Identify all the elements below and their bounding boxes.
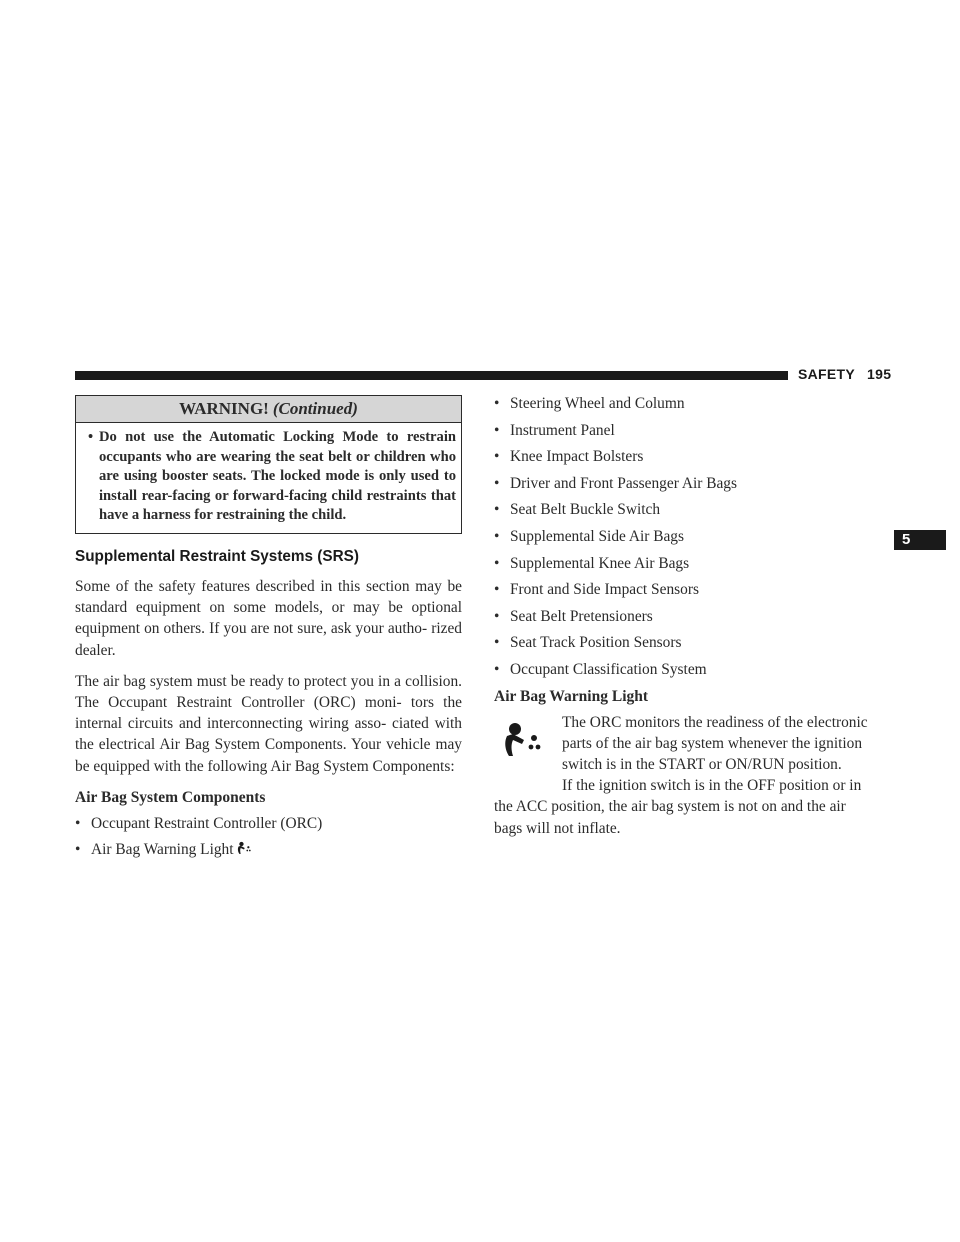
warning-bullet-text: Do not use the Automatic Locking Mode to restrain occupants who are wearing the seat belt or children who are using booster seats. The locked mode is only used to install rear-facing or forward-facing child restraints that have a harness for restraining the child.	[99, 429, 456, 524]
warning-light-paragraph	[494, 712, 882, 839]
chapter-tab: 5	[894, 530, 946, 550]
components-list-right	[494, 393, 882, 686]
warning-box	[75, 395, 462, 534]
list-item: • Seat Track Position Sensors	[494, 634, 682, 652]
srs-paragraph-1: Some of the safety features described in this section may be standard equipment on some models, or may be optional equipment on others. If you are not sure, ask your autho- rized dealer.	[75, 577, 462, 659]
srs-paragraph-2: The air bag system must be ready to protect you in a collision. The Occupant Restraint Controller (ORC) moni- tors the internal circuits and interconnecting wiring asso- ciated with the electrical Air Bag System Components. Your vehicle may be equipped with the following Air Bag System Components:	[75, 672, 462, 775]
page-number: 195	[867, 366, 892, 382]
list-item: • Supplemental Side Air Bags	[494, 527, 684, 545]
warning-title: WARNING!	[179, 399, 269, 418]
list-item: • Air Bag Warning Light	[75, 839, 462, 866]
warning-light-text: The ORC monitors the readiness of the electronic parts of the air bag system whenever the ignition switch is in the START or ON/RUN position. If the ignition switch is in the OFF position or in the ACC position, the air bag system is not on and the air bags will not inflate.	[494, 713, 868, 837]
header-rule	[75, 371, 788, 380]
bullet-dot: •	[88, 429, 94, 445]
list-item: • Driver and Front Passenger Air Bags	[494, 474, 737, 492]
list-item: • Occupant Classification System	[494, 660, 707, 678]
list-item: • Instrument Panel	[494, 421, 615, 439]
list-item: • Occupant Restraint Controller (ORC)	[75, 814, 323, 832]
airbag-warning-icon	[500, 720, 544, 760]
warning-bullet	[88, 428, 456, 526]
warning-light-title: Air Bag Warning Light	[494, 687, 649, 705]
list-item: • Supplemental Knee Air Bags	[494, 554, 690, 572]
warning-body	[76, 423, 461, 533]
left-column	[75, 395, 462, 866]
airbag-warning-icon	[236, 840, 252, 856]
list-item: • Front and Side Impact Sensors	[494, 581, 699, 599]
components-title: Air Bag System Components	[75, 788, 266, 806]
warning-header	[76, 396, 461, 423]
components-list-left	[75, 813, 462, 866]
list-item: • Seat Belt Buckle Switch	[494, 501, 661, 519]
section-title: Supplemental Restraint Systems (SRS)	[75, 547, 359, 565]
section-name: SAFETY	[798, 366, 856, 382]
list-item: • Seat Belt Pretensioners	[494, 607, 653, 625]
list-item: • Knee Impact Bolsters	[494, 448, 644, 466]
warning-continued: (Continued)	[272, 399, 358, 418]
list-item: • Steering Wheel and Column	[494, 395, 685, 412]
right-column	[494, 393, 882, 839]
running-header	[798, 366, 891, 382]
